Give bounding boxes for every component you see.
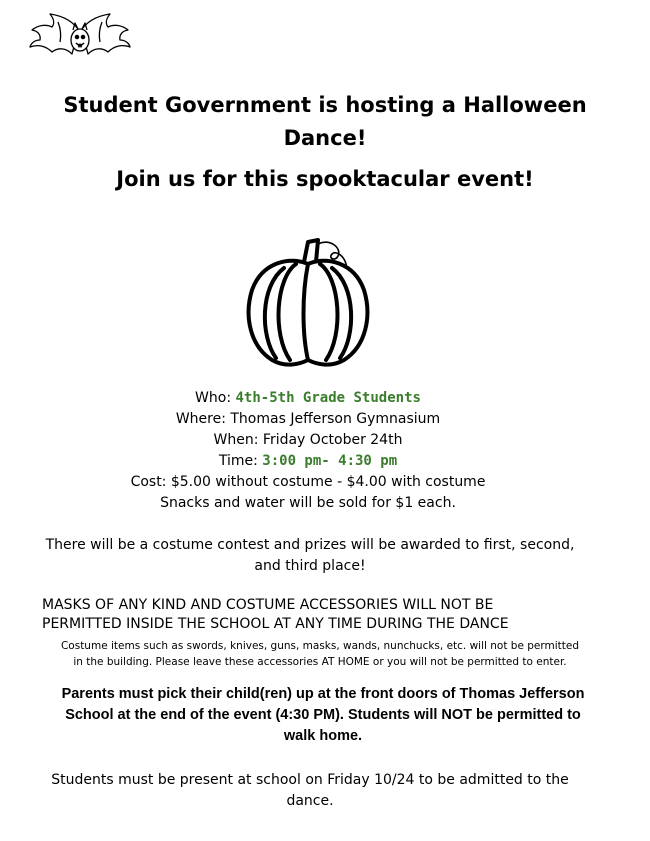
title-line-2: Dance! (283, 126, 367, 150)
subtitle: Join us for this spooktacular event! (116, 167, 534, 191)
costume-contest-text (30, 535, 590, 577)
attendance-notice (30, 770, 590, 812)
title-line-1: Student Government is hosting a Halloween (63, 93, 587, 117)
attendance-line-1: Students must be present at school on Friday 10/24 to be admitted to the (51, 772, 569, 788)
bat-icon (28, 10, 132, 70)
pickup-line-2: School at the end of the event (4:30 PM). Students will NOT be permitted to (65, 707, 581, 723)
time-label: Time: (218, 453, 258, 469)
pumpkin-icon (242, 234, 374, 368)
pickup-line-3: walk home. (283, 728, 363, 744)
masks-notice (42, 596, 582, 634)
who-value: 4th-5th Grade Students (235, 390, 421, 406)
contest-line-1: There will be a costume contest and prizes will be awarded to first, second, (45, 537, 575, 553)
pickup-notice (28, 684, 618, 747)
attendance-line-2: dance. (286, 793, 334, 809)
masks-detail (40, 638, 600, 670)
masks-detail-2: in the building. Please leave these accessories AT HOME or you will not be permitted to enter. (73, 656, 567, 668)
masks-line-2: PERMITTED INSIDE THE SCHOOL AT ANY TIME DURING THE DANCE (42, 616, 509, 632)
pickup-line-1: Parents must pick their child(ren) up at the front doors of Thomas Jefferson (61, 686, 585, 702)
contest-line-2: and third place! (254, 558, 366, 574)
who-row (0, 388, 616, 409)
snacks-row: Snacks and water will be sold for $1 each. (160, 495, 456, 511)
where-row: Where: Thomas Jefferson Gymnasium (175, 411, 441, 427)
time-row (0, 451, 616, 472)
when-row: When: Friday October 24th (213, 432, 403, 448)
cost-row: Cost: $5.00 without costume - $4.00 with costume (130, 474, 486, 490)
time-value: 3:00 pm- 4:30 pm (262, 453, 398, 469)
who-label: Who: (195, 390, 232, 406)
event-details (0, 388, 616, 514)
masks-line-1: MASKS OF ANY KIND AND COSTUME ACCESSORIES WILL NOT BE (42, 597, 494, 613)
page-title (0, 89, 650, 155)
masks-detail-1: Costume items such as swords, knives, guns, masks, wands, nunchucks, etc. will not be permitted (60, 640, 580, 652)
